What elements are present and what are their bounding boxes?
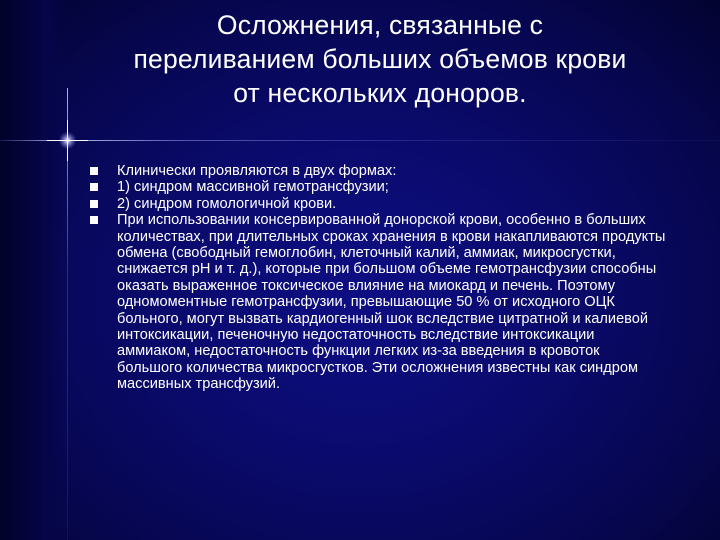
horizontal-decorative-line: [0, 140, 720, 141]
bullet-text-3: 2) синдром гомологичной крови.: [117, 195, 337, 212]
bullet-list: [88, 163, 668, 393]
square-bullet-icon: [90, 216, 98, 224]
bullet-text-2: 1) синдром массивной гемотрансфузии;: [117, 179, 389, 196]
square-bullet-icon: [90, 167, 98, 175]
bullet-item-3: [88, 196, 668, 212]
bullet-text-1: Клинически проявляются в двух формах:: [117, 163, 397, 179]
bullet-item-4: [88, 212, 668, 392]
bullet-item-2: [88, 179, 668, 195]
square-bullet-icon: [90, 183, 98, 191]
left-decorative-band: [0, 0, 68, 540]
bullet-item-1: [88, 163, 668, 179]
title-line-1: Осложнения, связанные с: [216, 10, 544, 40]
bullet-text-4: При использовании консервированной донорской крови, особенно в больших количествах, при длительных сроках хранения в крови накапливаются продукты обмена (свободный гемоглобин, клеточный калий, аммиак, микросгустки, снижается рН и т. д.), которые при большом объеме гемотрансфузии способны оказать выраженное токсическое влияние на миокард и печень. Поэтому одномоментные гемотрансфузии, превышающие 50 % от исходного ОЦК больного, могут вызвать кардиогенный шок вследствие цитратной и калиевой интоксикации, печеночную недостаточность вследствие интоксикации аммиаком, недостаточность функции легких из-за введения в кровоток большого количества микросгустков. Эти осложнения известны как синдром массивных трансфузий.: [117, 212, 666, 393]
title-line-3: от нескольких доноров.: [233, 78, 527, 108]
title-line-2: переливанием больших объемов крови: [133, 44, 627, 74]
sparkle-cross-icon: [47, 120, 88, 161]
square-bullet-icon: [90, 200, 98, 208]
slide-title: [70, 8, 690, 110]
